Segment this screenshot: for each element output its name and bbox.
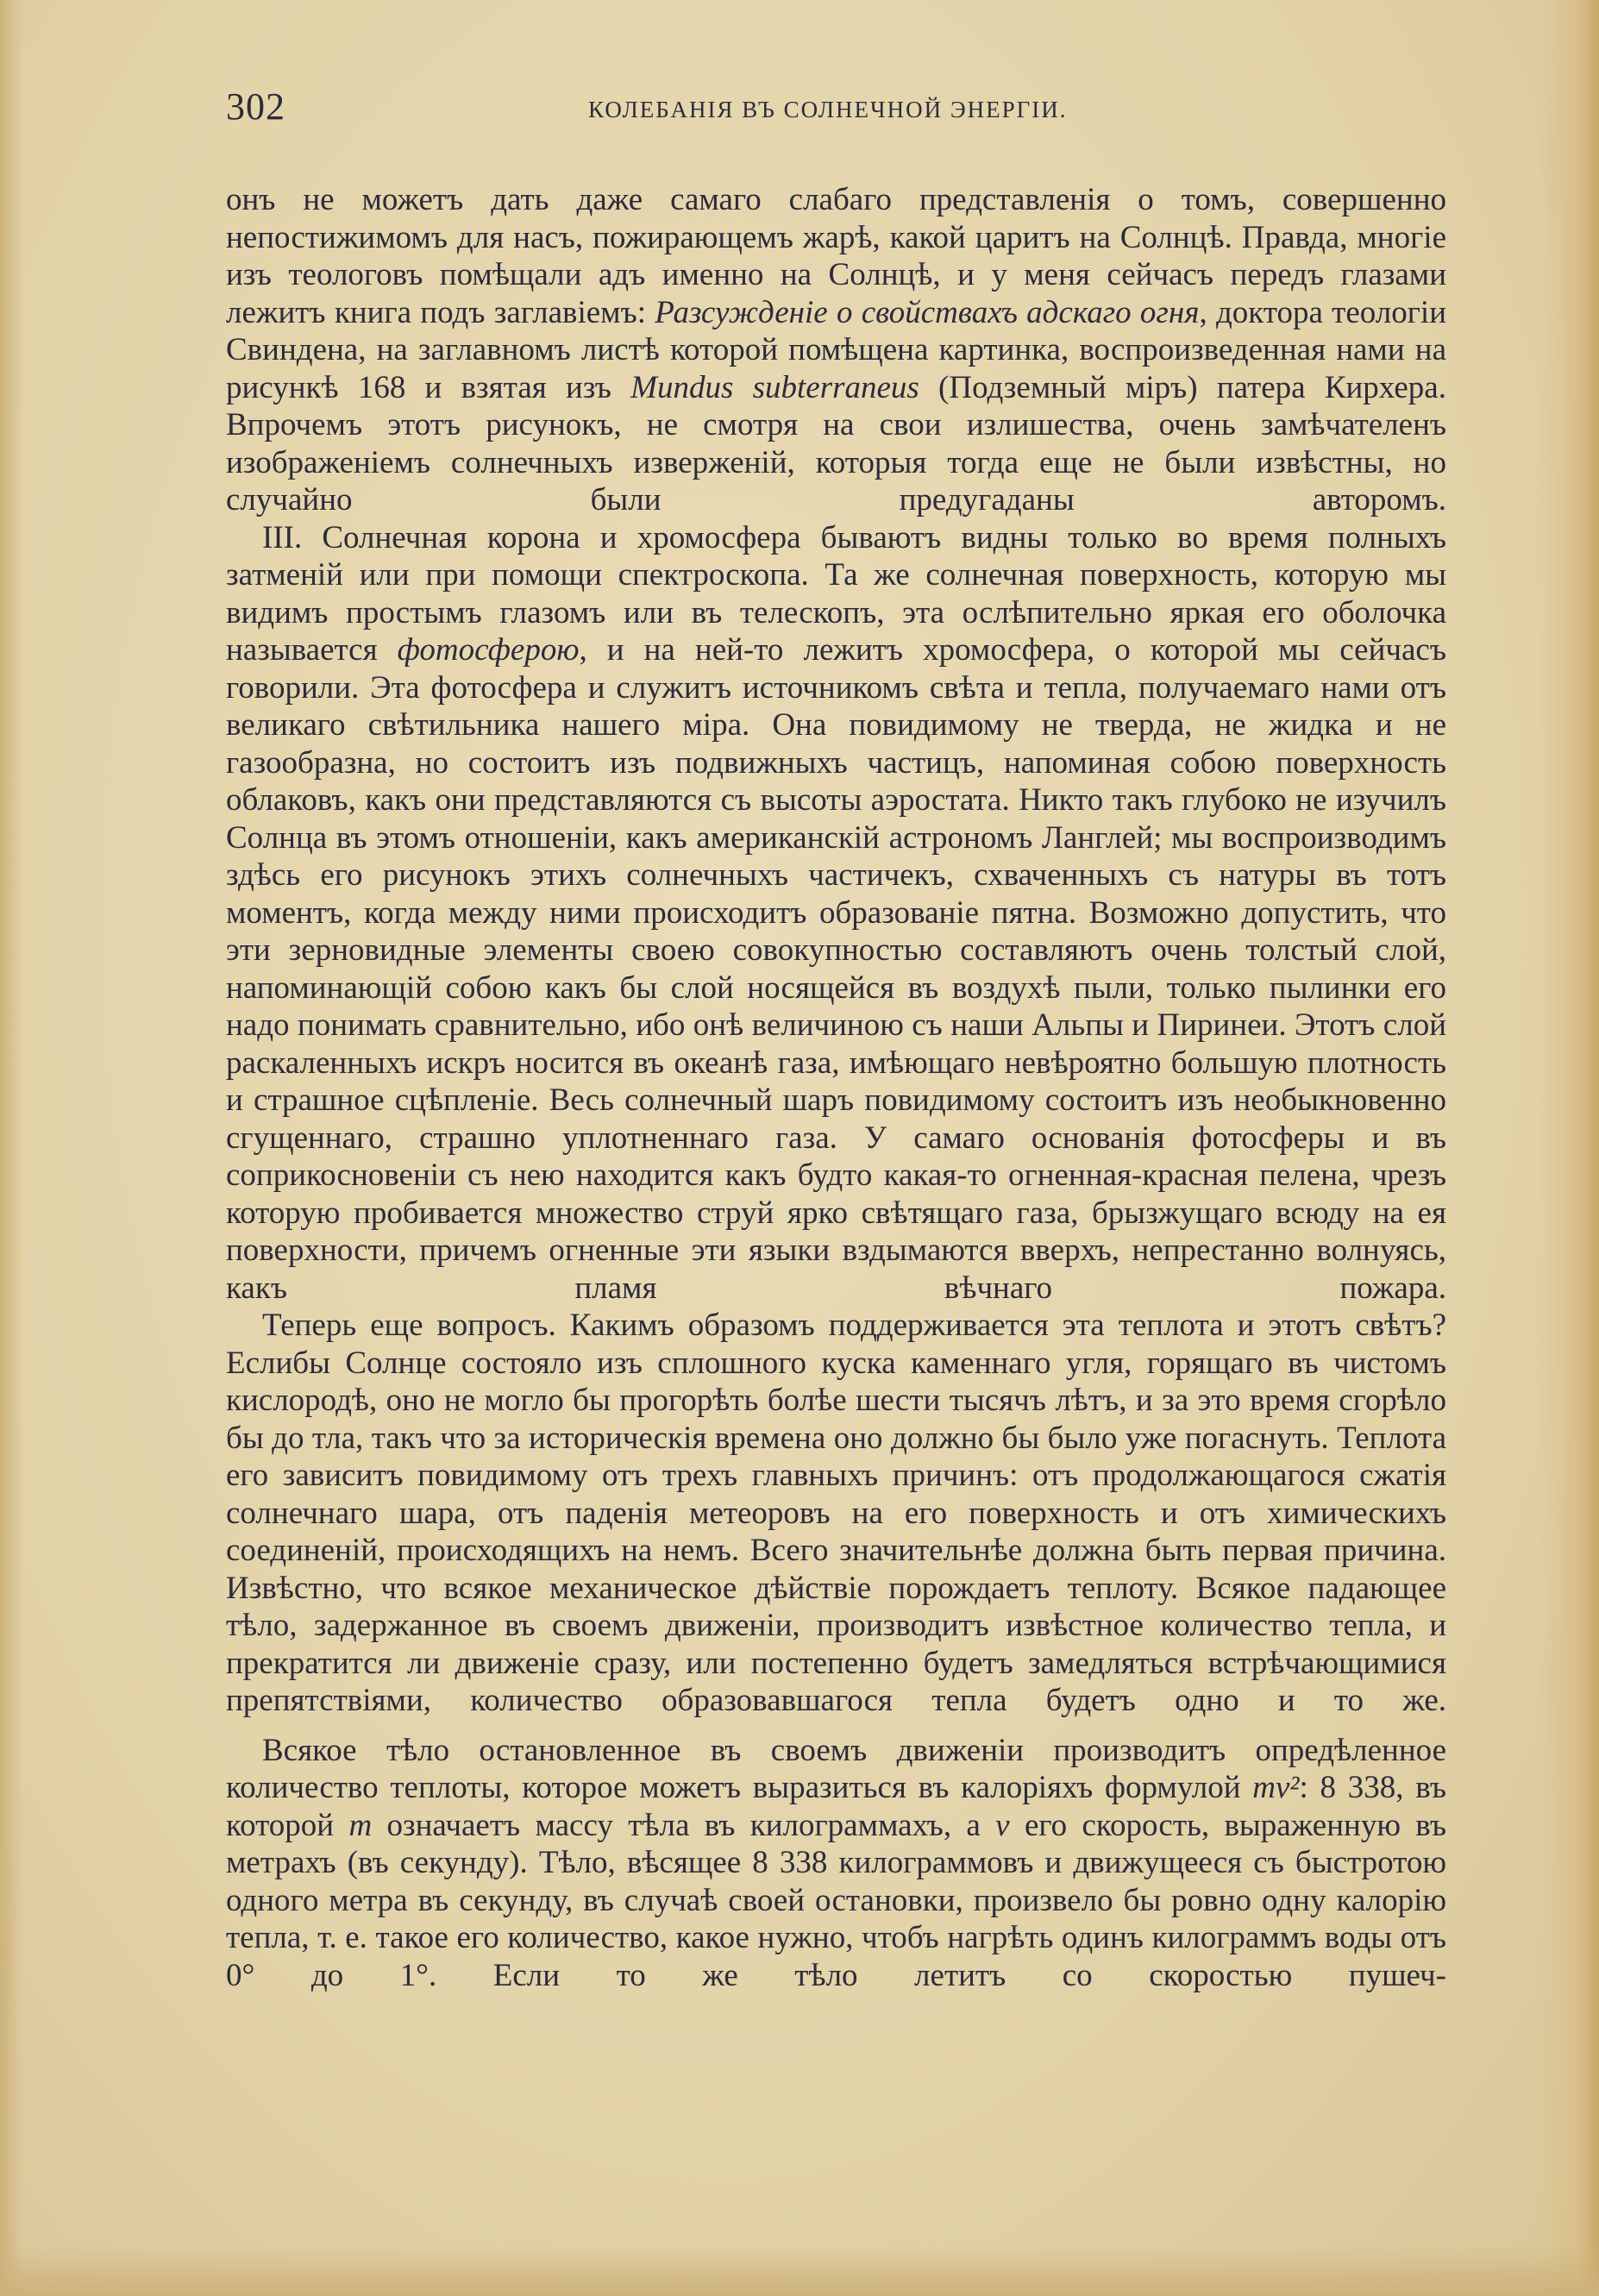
- paragraph-4: [226, 1732, 1446, 1995]
- running-title: КОЛЕБАНІЯ ВЪ СОЛНЕЧНОЙ ЭНЕРГІИ.: [588, 97, 1068, 122]
- paragraph-2-text-c: , и на ней-то лежитъ хромосфера, о которой мы сейчасъ говорили. Эта фотосфера и служитъ источникомъ свѣта и тепла, получаемаго нами отъ великаго свѣтильника нашего міра. Она повидимому не тверда, не жидка и не газообразна, но состоитъ изъ подвижныхъ частицъ, напоминая собою поверхность облаковъ, какъ они представляются съ высоты аэростата. Никто такъ глубоко не изучилъ Солнца въ этомъ отношеніи, какъ американскій астрономъ Ланглей; мы воспроизводимъ здѣсь его рисунокъ этихъ солнечныхъ частичекъ, схваченныхъ съ натуры въ тотъ моментъ, когда между ними происходитъ образованіе пятна. Возможно допустить, что эти зерновидные элементы своею совокупностью составляютъ очень толстый слой, напоминающій собою какъ бы слой носящейся въ воздухѣ пыли, только пылинки его надо понимать сравнительно, ибо онѣ величиною съ наши Альпы и Пиринеи. Этотъ слой раскаленныхъ искръ носится въ океанѣ газа, имѣющаго невѣроятно большую плотность и страшное сцѣпленіе. Весь солнечный шаръ повидимому состоитъ изъ необыкновенно сгущеннаго, страшно уплотненнаго газа. У самаго основанія фотосферы и въ соприкосновеніи съ нею находится какъ будто какая-то огненная-красная пелена, чрезъ которую пробивается множество струй ярко свѣтящаго газа, брызжущаго всюду на ея поверхности, причемъ огненные эти языки вздымаются вверхъ, непрестанно волнуясь, какъ пламя вѣчнаго пожара.: [226, 632, 1446, 1306]
- page-edge-left: [0, 0, 24, 2296]
- paragraph-3: Теперь еще вопросъ. Какимъ образомъ поддерживается эта теплота и этотъ свѣтъ? Еслибы Солнце состояло изъ сплошного куска каменнаго угля, горящаго въ чистомъ кислородѣ, оно не могло бы прогорѣть болѣе шести тысячъ лѣтъ, и за это время сгорѣло бы до тла, такъ что за историческія времена оно должно бы было уже погаснуть. Теплота его зависитъ повидимому отъ трехъ главныхъ причинъ: отъ продолжающагося сжатія солнечнаго шара, отъ паденія метеоровъ на его поверхность и отъ химическихъ соединеній, происходящихъ на немъ. Всего значительнѣе должна быть первая причина. Извѣстно, что всякое механическое дѣйствіе порождаетъ теплоту. Всякое падающее тѣло, задержанное въ своемъ движеніи, производитъ извѣстное количество тепла, и прекратится ли движеніе сразу, или постепенно будетъ замедляться встрѣчающимися препятствіями, количество образовавшагося тепла будетъ одно и то же.: [226, 1308, 1446, 1718]
- latin-title-italic: Mundus subterraneus: [630, 369, 919, 405]
- variable-v: v: [995, 1807, 1010, 1843]
- page-number: 302: [226, 85, 285, 128]
- paragraph-1-text-c: , доктора теологіи Свиндена, на заглавномъ листѣ которой помѣщена картинка, воспроизведенная нами на рисункѣ 168 и взятая изъ: [226, 294, 1447, 405]
- paragraph-1: [226, 181, 1446, 519]
- paragraph-4-text-a: Всякое тѣло остановленное въ своемъ движеніи производитъ опредѣленное количество теплоты, которое можетъ выразиться въ калоріяхъ формулой: [226, 1732, 1446, 1805]
- paragraph-2: [226, 519, 1446, 1308]
- paragraph-4-text-d: его скорость, выраженную въ метрахъ (въ секунду). Тѣло, вѣсящее 8 338 килограммовъ и движущееся съ быстротою одного метра въ секунду, въ случаѣ своей остановки, произвело бы ровно одну калорію тепла, т. е. такое его количество, какое нужно, чтобъ нагрѣть одинъ килограммъ воды отъ 0° до 1°. Если то же тѣло летитъ со скоростью пушеч-: [226, 1807, 1446, 1993]
- variable-m: m: [348, 1807, 373, 1843]
- paragraph-1-text-e: (Подземный міръ) патера Кирхера. Впрочемъ этотъ рисунокъ, не смотря на свои излишества, очень замѣчателенъ изображеніемъ солнечныхъ изверженій, которыя тогда еще не были извѣстны, но случайно были предугаданы авторомъ.: [226, 369, 1446, 518]
- formula-mv2: mv²: [1252, 1770, 1300, 1805]
- term-photosphere-italic: фотосферою: [397, 632, 580, 668]
- book-title-italic: Разсужденіе о свойствахъ адскаго огня: [655, 294, 1200, 330]
- page-header: [226, 85, 1446, 136]
- body-text: [226, 181, 1446, 1994]
- page-edge-right: [1539, 0, 1599, 2296]
- paragraph-4-text-c: означаетъ массу тѣла въ килограммахъ, а: [372, 1807, 996, 1843]
- paragraph-4-text-b: : 8 338, въ которой: [226, 1770, 1446, 1843]
- paragraph-1-text-a: онъ не можетъ дать даже самаго слабаго представленія о томъ, совершенно непостижимомъ для насъ, пожирающемъ жарѣ, какой царитъ на Солнцѣ. Правда, многіе изъ теологовъ помѣщали адъ именно на Солнцѣ, и у меня сейчасъ передъ глазами лежитъ книга подъ заглавіемъ:: [226, 182, 1446, 330]
- page-edge-bottom: [0, 2244, 1599, 2296]
- paragraph-2-text-a: III. Солнечная корона и хромосфера бываютъ видны только во время полныхъ затменій или при помощи спектроскопа. Та же солнечная поверхность, которую мы видимъ простымъ глазомъ или въ телескопъ, эта ослѣпительно яркая его оболочка называется: [226, 519, 1446, 668]
